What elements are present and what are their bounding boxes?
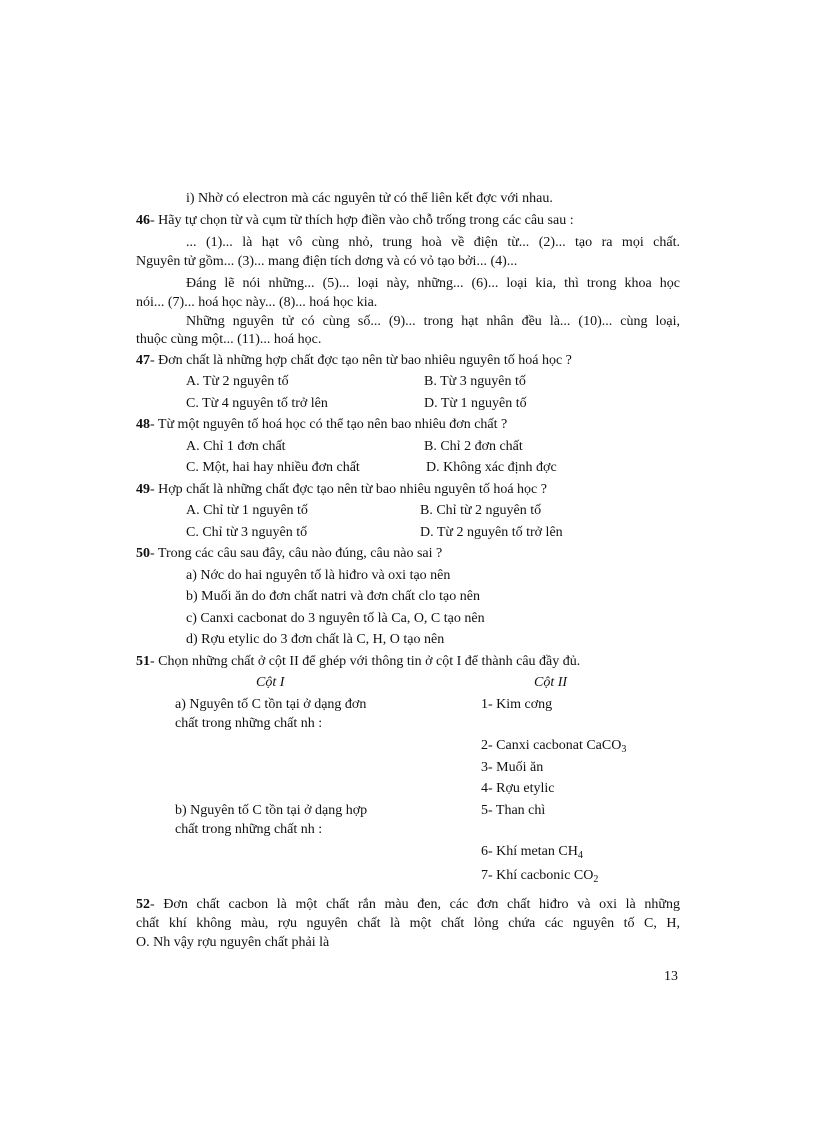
q46-line-5: Những nguyên tử có cùng số... (9)... trong hạt nhân đều là... (10)... cùng loại, <box>186 314 680 329</box>
q49-option-c: C. Chỉ từ 3 nguyên tố <box>186 525 308 540</box>
q46-line-2: Nguyên tử gồm... (3)... mang điện tích dơng và có vỏ tạo bởi... (4)... <box>136 254 518 269</box>
question-52-line-2: chất khí không màu, rợu nguyên chất là một chất lỏng chứa các nguyên tố C, H, <box>136 916 680 931</box>
q50-statement-d: d) Rợu etylic do 3 đơn chất là C, H, O tạo nên <box>186 632 445 647</box>
question-text: - Đơn chất cacbon là một chất rắn màu đen, các đơn chất hiđro và oxi là những <box>150 897 680 912</box>
column-1-b-line-2: chất trong những chất nh : <box>175 822 323 837</box>
question-number: 47 <box>136 353 150 368</box>
question-50 <box>136 545 442 563</box>
question-text: - Chọn những chất ở cột II để ghép với thông tin ở cột I để thành câu đầy đủ. <box>150 654 581 669</box>
q49-option-b: B. Chỉ từ 2 nguyên tố <box>420 503 542 518</box>
question-52-line-3: O. Nh vậy rợu nguyên chất phải là <box>136 935 330 950</box>
column-2-heading: Cột II <box>534 675 568 690</box>
q50-statement-a: a) Nớc do hai nguyên tố là hiđro và oxi tạo nên <box>186 568 451 583</box>
subscript: 2 <box>593 874 599 885</box>
q48-option-c: C. Một, hai hay nhiều đơn chất <box>186 460 360 475</box>
item-text: 6- Khí metan CH <box>481 844 578 859</box>
q46-line-1: ... (1)... là hạt vô cùng nhỏ, trung hoà về điện từ... (2)... tạo ra mọi chất. <box>186 235 680 250</box>
question-47 <box>136 352 572 370</box>
question-52-line-1 <box>136 896 680 914</box>
question-number: 51 <box>136 654 150 669</box>
question-number: 46 <box>136 213 150 228</box>
column-1-a-line-1: a) Nguyên tố C tồn tại ở dạng đơn <box>175 697 367 712</box>
q49-option-a: A. Chỉ từ 1 nguyên tố <box>186 503 308 518</box>
q47-option-a: A. Từ 2 nguyên tố <box>186 374 289 389</box>
column-2-item-6 <box>481 843 583 861</box>
q46-line-4: nói... (7)... hoá học này... (8)... hoá học kia. <box>136 295 378 310</box>
page-number: 13 <box>664 969 678 984</box>
column-1-heading: Cột I <box>256 675 285 690</box>
q49-option-d: D. Từ 2 nguyên tố trở lên <box>420 525 563 540</box>
column-1-b-line-1: b) Nguyên tố C tồn tại ở dạng hợp <box>175 803 368 818</box>
question-46 <box>136 212 574 230</box>
q47-option-b: B. Từ 3 nguyên tố <box>424 374 526 389</box>
question-text: - Đơn chất là những hợp chất đợc tạo nên từ bao nhiêu nguyên tố hoá học ? <box>150 353 572 368</box>
question-number: 48 <box>136 417 150 432</box>
question-text: - Hãy tự chọn từ và cụm từ thích hợp điền vào chỗ trống trong các câu sau : <box>150 213 574 228</box>
question-number: 50 <box>136 546 150 561</box>
question-51 <box>136 653 580 671</box>
question-text: - Trong các câu sau đây, câu nào đúng, câu nào sai ? <box>150 546 443 561</box>
q46-line-6: thuộc cùng một... (11)... hoá học. <box>136 332 322 347</box>
subscript: 4 <box>577 850 583 861</box>
q48-option-d: D. Không xác định đợc <box>426 460 557 475</box>
column-2-item-2 <box>481 737 626 755</box>
column-1-a-line-2: chất trong những chất nh : <box>175 716 323 731</box>
column-2-item-5: 5- Than chì <box>481 803 546 818</box>
q47-option-c: C. Từ 4 nguyên tố trở lên <box>186 396 328 411</box>
question-text: - Từ một nguyên tố hoá học có thể tạo nên bao nhiêu đơn chất ? <box>150 417 508 432</box>
question-49 <box>136 481 547 499</box>
q48-option-b: B. Chỉ 2 đơn chất <box>424 439 523 454</box>
q50-statement-b: b) Muối ăn do đơn chất natri và đơn chất clo tạo nên <box>186 589 480 604</box>
column-2-item-4: 4- Rợu etylic <box>481 781 555 796</box>
q48-option-a: A. Chỉ 1 đơn chất <box>186 439 286 454</box>
item-text: 7- Khí cacbonic CO <box>481 868 594 883</box>
question-number: 52 <box>136 897 150 912</box>
q46-line-3: Đáng lẽ nói những... (5)... loại này, những... (6)... loại kia, thì trong khoa học <box>186 276 680 291</box>
column-2-item-7 <box>481 867 598 885</box>
column-2-item-1: 1- Kim cơng <box>481 697 553 712</box>
column-2-item-3: 3- Muối ăn <box>481 760 544 775</box>
item-text: 2- Canxi cacbonat CaCO <box>481 738 622 753</box>
q50-statement-c: c) Canxi cacbonat do 3 nguyên tố là Ca, O, C tạo nên <box>186 611 485 626</box>
subscript: 3 <box>621 744 627 755</box>
question-text: - Hợp chất là những chất đợc tạo nên từ bao nhiêu nguyên tố hoá học ? <box>150 482 547 497</box>
q47-option-d: D. Từ 1 nguyên tố <box>424 396 527 411</box>
question-number: 49 <box>136 482 150 497</box>
item-i: i) Nhờ có electron mà các nguyên tử có thể liên kết đợc với nhau. <box>186 191 553 206</box>
question-48 <box>136 416 507 434</box>
